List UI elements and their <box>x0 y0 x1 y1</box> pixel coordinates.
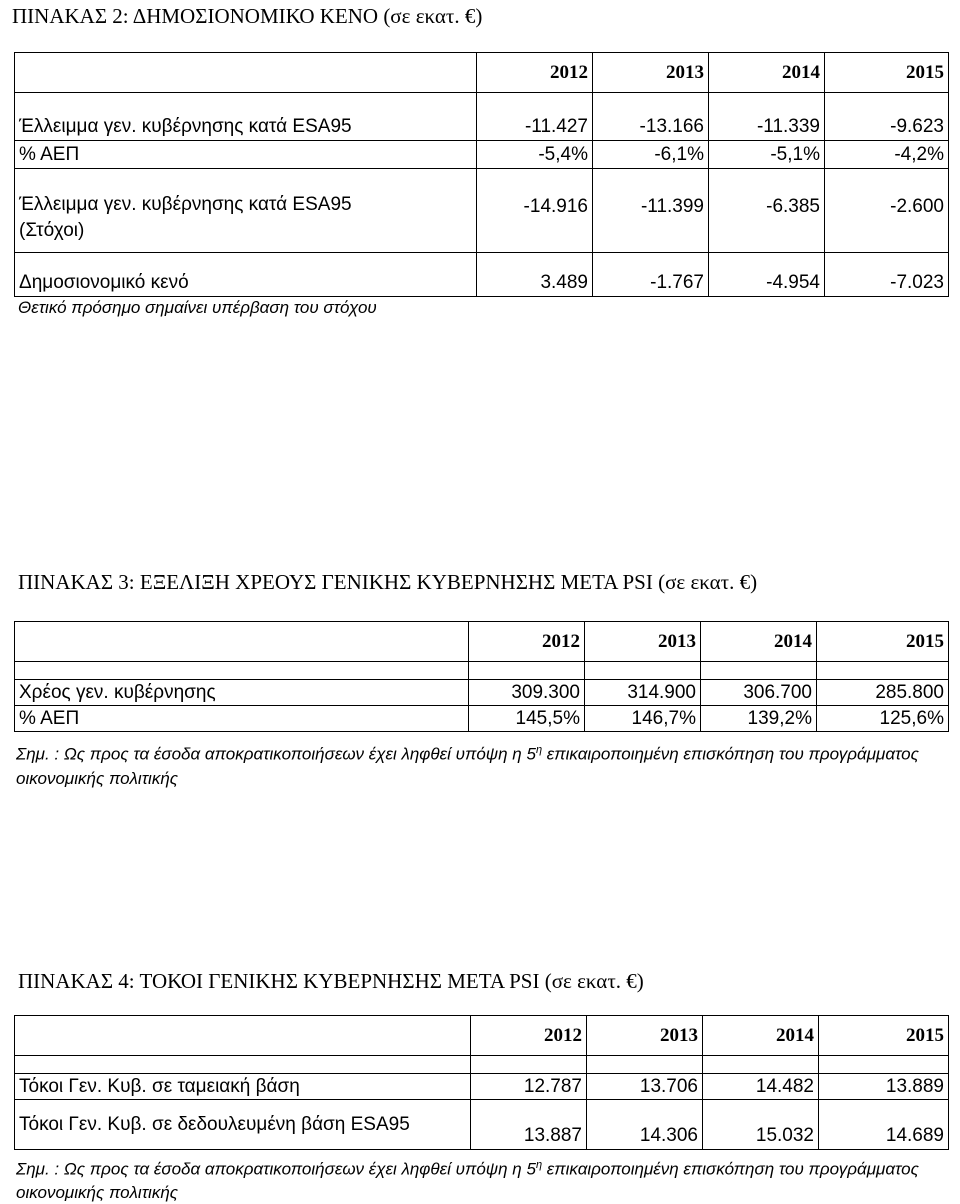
table4-title: ΠΙΝΑΚΑΣ 4: ΤΟΚΟΙ ΓΕΝΙΚΗΣ ΚΥΒΕΡΝΗΣΗΣ ΜΕΤΑ PSI (σε εκατ. €) <box>18 969 644 993</box>
table4-interest <box>14 1015 949 1150</box>
cell-value: 3.489 <box>477 253 593 297</box>
cell-value: 309.300 <box>469 680 585 706</box>
cell-value: 13.706 <box>587 1074 703 1100</box>
table-row <box>15 1100 949 1150</box>
row-label: % ΑΕΠ <box>15 141 477 169</box>
empty-cell <box>15 1016 471 1056</box>
cell-value: 314.900 <box>585 680 701 706</box>
table-row <box>15 253 949 297</box>
year-header: 2014 <box>701 622 817 662</box>
year-header: 2012 <box>477 53 593 93</box>
year-header: 2015 <box>819 1016 949 1056</box>
year-header: 2014 <box>703 1016 819 1056</box>
row-label: Δημοσιονομικό κενό <box>15 253 477 297</box>
cell-value: -4,2% <box>825 141 949 169</box>
year-header: 2013 <box>585 622 701 662</box>
year-header: 2015 <box>817 622 949 662</box>
table3-title: ΠΙΝΑΚΑΣ 3: ΕΞΕΛΙΞΗ ΧΡΕΟΥΣ ΓΕΝΙΚΗΣ ΚΥΒΕΡΝΗΣΗΣ ΜΕΤΑ PSI (σε εκατ. €) <box>18 570 758 594</box>
table-row <box>15 93 949 141</box>
table2-title: ΠΙΝΑΚΑΣ 2: ΔΗΜΟΣΙΟΝΟΜΙΚΟ ΚΕΝΟ (σε εκατ. €) <box>12 4 483 28</box>
cell-value: -11.339 <box>709 93 825 141</box>
empty-cell <box>15 53 477 93</box>
year-header: 2013 <box>593 53 709 93</box>
cell-value: 14.306 <box>587 1100 703 1150</box>
table-row <box>15 141 949 169</box>
cell-value: 13.889 <box>819 1074 949 1100</box>
row-label: Έλλειμμα γεν. κυβέρνησης κατά ESA95 <box>15 93 477 141</box>
cell-value: -5,4% <box>477 141 593 169</box>
table-header-row <box>15 622 949 662</box>
cell-value: 145,5% <box>469 706 585 732</box>
table-row <box>15 706 949 732</box>
spacer-row <box>15 662 949 680</box>
row-label: Χρέος γεν. κυβέρνησης <box>15 680 469 706</box>
cell-value: -5,1% <box>709 141 825 169</box>
row-label: Έλλειμμα γεν. κυβέρνησης κατά ESA95 (Στόχοι) <box>15 169 477 253</box>
row-label: Τόκοι Γεν. Κυβ. σε ταμειακή βάση <box>15 1074 471 1100</box>
empty-cell <box>15 622 469 662</box>
year-header: 2014 <box>709 53 825 93</box>
table3-note: Σημ. : Ως προς τα έσοδα αποκρατικοποιήσεων έχει ληφθεί υπόψη η $5^\eta$ επικαιροποιημένη επισκόπηση του προγράμματος οικονομικής πολιτικής <box>16 744 919 788</box>
cell-value: -6.385 <box>709 169 825 253</box>
cell-value: 125,6% <box>817 706 949 732</box>
cell-value: 139,2% <box>701 706 817 732</box>
cell-value: -6,1% <box>593 141 709 169</box>
cell-value: 306.700 <box>701 680 817 706</box>
cell-value: 285.800 <box>817 680 949 706</box>
cell-value: -1.767 <box>593 253 709 297</box>
cell-value: 146,7% <box>585 706 701 732</box>
row-label: Τόκοι Γεν. Κυβ. σε δεδουλευμένη βάση ESA95 <box>15 1100 471 1150</box>
cell-value: -7.023 <box>825 253 949 297</box>
table2-fiscal-gap <box>14 52 949 297</box>
year-header: 2012 <box>471 1016 587 1056</box>
cell-value: -2.600 <box>825 169 949 253</box>
cell-value: -13.166 <box>593 93 709 141</box>
cell-value: 14.689 <box>819 1100 949 1150</box>
cell-value: -14.916 <box>477 169 593 253</box>
table4-note: Σημ. : Ως προς τα έσοδα αποκρατικοποιήσεων έχει ληφθεί υπόψη η $5^\eta$ επικαιροποιημένη επισκόπηση του προγράμματος οικονομικής πολιτικής <box>16 1159 919 1202</box>
table-header-row <box>15 53 949 93</box>
table2-note: Θετικό πρόσημο σημαίνει υπέρβαση του στόχου <box>18 298 377 317</box>
cell-value: -4.954 <box>709 253 825 297</box>
cell-value: -11.399 <box>593 169 709 253</box>
table-row <box>15 1074 949 1100</box>
year-header: 2013 <box>587 1016 703 1056</box>
table3-debt <box>14 621 949 732</box>
row-label: % ΑΕΠ <box>15 706 469 732</box>
table-row <box>15 169 949 253</box>
year-header: 2012 <box>469 622 585 662</box>
table-row <box>15 680 949 706</box>
year-header: 2015 <box>825 53 949 93</box>
cell-value: -11.427 <box>477 93 593 141</box>
cell-value: -9.623 <box>825 93 949 141</box>
cell-value: 15.032 <box>703 1100 819 1150</box>
table-header-row <box>15 1016 949 1056</box>
cell-value: 14.482 <box>703 1074 819 1100</box>
cell-value: 13.887 <box>471 1100 587 1150</box>
cell-value: 12.787 <box>471 1074 587 1100</box>
spacer-row <box>15 1056 949 1074</box>
